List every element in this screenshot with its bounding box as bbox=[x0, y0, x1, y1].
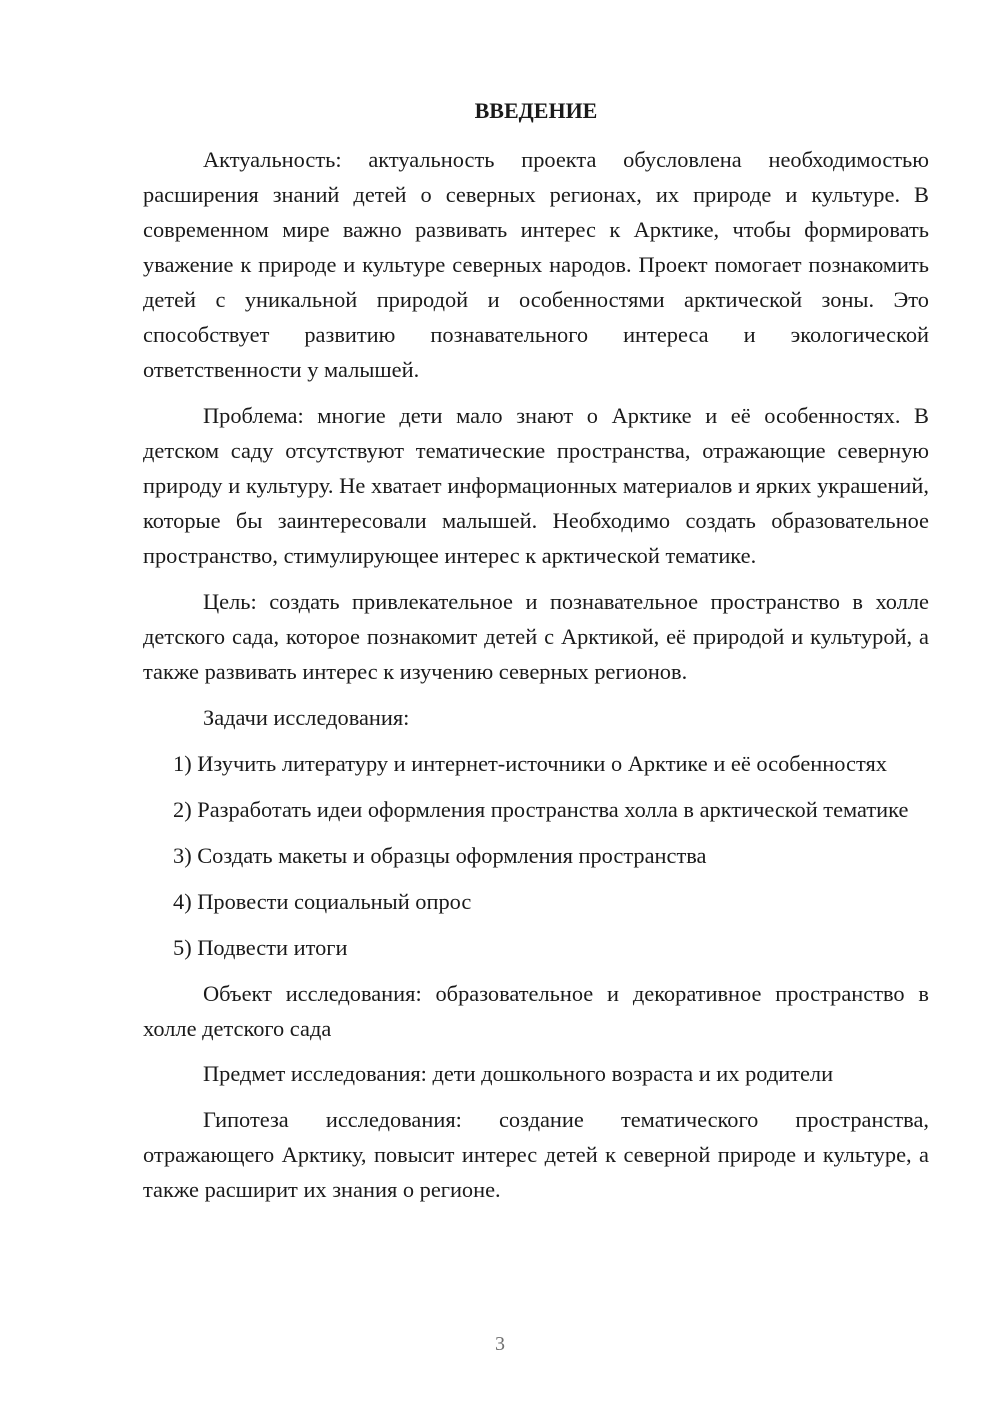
document-body bbox=[143, 142, 929, 1218]
task-item-2: 2) Разработать идеи оформления пространства холла в арктической тематике bbox=[173, 797, 909, 822]
section-title: ВВЕДЕНИЕ bbox=[474, 98, 598, 123]
task-item-4: 4) Провести социальный опрос bbox=[173, 889, 472, 914]
paragraph-goal: Цель: создать привлекательное и познавательное пространство в холле детского сада, которое познакомит детей с Арктикой, её природой и культурой, а также развивать интерес к изучению северных регионов. bbox=[143, 589, 929, 684]
tasks-heading: Задачи исследования: bbox=[203, 705, 410, 730]
page-number: 3 bbox=[495, 1333, 505, 1355]
task-item-5: 5) Подвести итоги bbox=[173, 935, 348, 960]
task-item-3: 3) Создать макеты и образцы оформления пространства bbox=[173, 843, 707, 868]
task-item-1: 1) Изучить литературу и интернет-источники о Арктике и её особенностях bbox=[173, 751, 887, 776]
paragraph-object: Объект исследования: образовательное и декоративное пространство в холле детского сада bbox=[143, 981, 929, 1041]
paragraph-relevance: Актуальность: актуальность проекта обусловлена необходимостью расширения знаний детей о северных регионах, их природе и культуре. В современном мире важно развивать интерес к Арктике, чтобы формировать уважение к природе и культуре северных народов. Проект помогает познакомить детей с уникальной природой и особенностями арктической зоны. Это способствует развитию познавательного интереса и экологической ответственности у малышей. bbox=[143, 147, 929, 382]
paragraph-problem: Проблема: многие дети мало знают о Арктике и её особенностях. В детском саду отсутствуют тематические пространства, отражающие северную природу и культуру. Не хватает информационных материалов и ярких украшений, которые бы заинтересовали малышей. Необходимо создать образовательное пространство, стимулирующее интерес к арктической тематике. bbox=[143, 403, 929, 568]
paragraph-hypothesis: Гипотеза исследования: создание тематического пространства, отражающего Арктику, повысит интерес детей к северной природе и культуре, а также расширит их знания о регионе. bbox=[143, 1107, 929, 1202]
paragraph-subject: Предмет исследования: дети дошкольного возраста и их родители bbox=[203, 1061, 834, 1086]
